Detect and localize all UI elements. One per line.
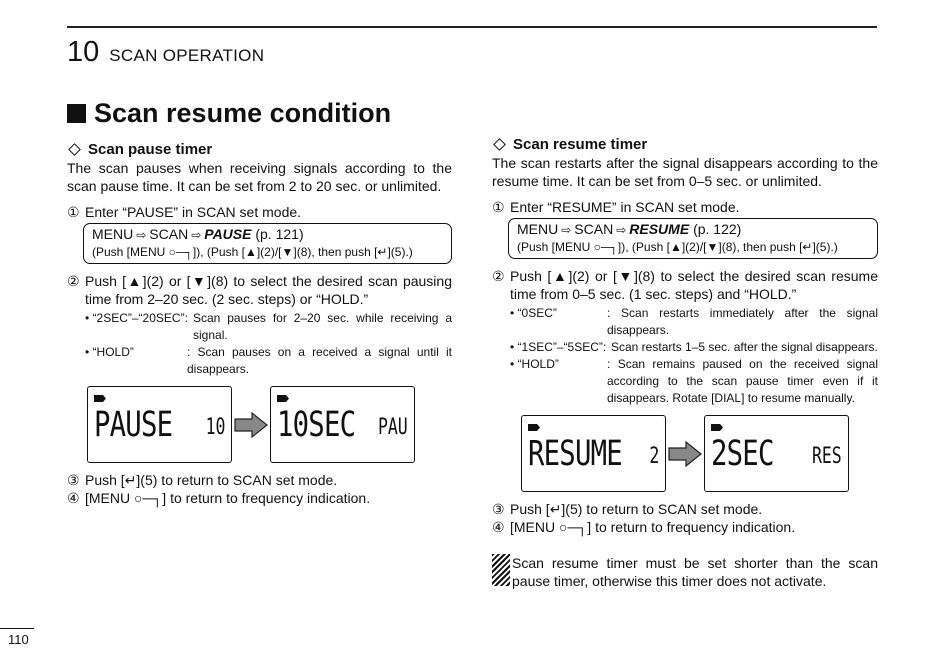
lcd-sub-text: 10 bbox=[205, 415, 225, 440]
left-heading bbox=[67, 141, 452, 158]
menu-path-item: RESUME bbox=[629, 221, 690, 237]
lcd-indicator-icon bbox=[94, 395, 106, 402]
arrow-right-icon: ⇨ bbox=[561, 223, 572, 237]
step-text: [MENU ○─┐] to return to frequency indication. bbox=[510, 519, 796, 535]
lcd-main-text: RESUME bbox=[528, 434, 622, 474]
header-rule bbox=[67, 26, 877, 28]
bullet-desc: : Scan restarts immediately after the signal disappears. bbox=[607, 306, 878, 337]
note-icon bbox=[492, 554, 510, 586]
note-text: Scan resume timer must be set shorter than the scan pause timer, otherwise this timer does not activate. bbox=[512, 555, 878, 589]
right-step-4 bbox=[492, 518, 878, 536]
step-number: ③ bbox=[492, 501, 505, 517]
right-column bbox=[492, 136, 878, 590]
lcd-display bbox=[521, 415, 666, 492]
step-number: ① bbox=[67, 204, 80, 220]
lcd-main-text: PAUSE bbox=[94, 405, 173, 445]
chapter-header bbox=[67, 36, 264, 69]
arrow-right-icon: ⇨ bbox=[136, 228, 147, 242]
bullet-key: • “HOLD” bbox=[85, 345, 134, 359]
step-number: ② bbox=[67, 273, 80, 289]
right-intro: The scan restarts after the signal disappears according to the resume time. It can be set from 0–5 sec. or unlimited. bbox=[492, 155, 878, 189]
arrow-right-icon bbox=[668, 441, 702, 467]
menu-page-ref: (p. 121) bbox=[255, 226, 304, 242]
left-heading-text: Scan pause timer bbox=[88, 141, 213, 158]
page-number: 110 bbox=[8, 632, 29, 647]
diamond-icon bbox=[493, 138, 506, 151]
list-item bbox=[85, 344, 452, 378]
step-number: ② bbox=[492, 268, 505, 284]
list-item bbox=[510, 305, 878, 339]
left-lcd-row bbox=[87, 386, 452, 463]
arrow-right-icon bbox=[234, 412, 268, 438]
step-text: Enter “RESUME” in SCAN set mode. bbox=[510, 199, 740, 215]
left-step-2 bbox=[67, 272, 452, 308]
right-heading-text: Scan resume timer bbox=[513, 136, 648, 153]
bullet-desc: : Scan pauses on a received a signal until it disappears. bbox=[187, 345, 452, 376]
chapter-title: SCAN OPERATION bbox=[109, 46, 265, 65]
bullet-key: • “2SEC”–“20SEC”: bbox=[85, 311, 188, 325]
step-text: [MENU ○─┐] to return to frequency indication. bbox=[85, 490, 371, 506]
chapter-number: 10 bbox=[67, 36, 100, 68]
left-intro: The scan pauses when receiving signals according to the scan pause time. It can be set from 2 to 20 sec. or unlimited. bbox=[67, 160, 452, 194]
step-text: Enter “PAUSE” in SCAN set mode. bbox=[85, 204, 302, 220]
list-item bbox=[510, 356, 878, 407]
left-step-3 bbox=[67, 471, 452, 489]
step-text: Push [↵](5) to return to SCAN set mode. bbox=[85, 472, 338, 488]
arrow-right-icon: ⇨ bbox=[616, 223, 627, 237]
menu-path-root: MENU bbox=[92, 226, 134, 242]
step-number: ④ bbox=[492, 519, 505, 535]
right-heading bbox=[492, 136, 878, 153]
bullet-key: • “0SEC” bbox=[510, 306, 557, 320]
lcd-main-text: 10SEC bbox=[277, 405, 356, 445]
lcd-sub-text: RES bbox=[812, 444, 842, 469]
note bbox=[492, 554, 878, 590]
step-text: Push [▲](2) or [▼](8) to select the desired scan pausing time from 2–20 sec. (2 sec. steps) or “HOLD.” bbox=[85, 273, 452, 307]
menu-path bbox=[517, 221, 869, 239]
menu-path-scan: SCAN bbox=[149, 226, 189, 242]
lcd-indicator-icon bbox=[277, 395, 289, 402]
lcd-display bbox=[704, 415, 849, 492]
bullet-desc: Scan pauses for 2–20 sec. while receiving a signal. bbox=[193, 311, 452, 342]
menu-instructions: (Push [MENU ○─┐]), (Push [▲](2)/[▼](8), then push [↵](5).) bbox=[517, 240, 838, 254]
list-item bbox=[510, 339, 878, 356]
left-step-1 bbox=[67, 203, 452, 221]
step-text: Push [▲](2) or [▼](8) to select the desired scan resume time from 0–5 sec. (1 sec. steps) and “HOLD.” bbox=[510, 268, 878, 302]
left-column bbox=[67, 141, 452, 507]
lcd-sub-text: PAU bbox=[378, 415, 408, 440]
footer-rule bbox=[0, 628, 34, 629]
square-bullet-icon bbox=[67, 104, 86, 123]
menu-page-ref: (p. 122) bbox=[693, 221, 742, 237]
right-step-2 bbox=[492, 267, 878, 303]
menu-path-scan: SCAN bbox=[574, 221, 614, 237]
right-bullets bbox=[510, 305, 878, 407]
menu-path-root: MENU bbox=[517, 221, 559, 237]
step-text: Push [↵](5) to return to SCAN set mode. bbox=[510, 501, 763, 517]
step-number: ④ bbox=[67, 490, 80, 506]
bullet-desc: Scan restarts 1–5 sec. after the signal disappears. bbox=[611, 340, 878, 354]
left-step-4 bbox=[67, 489, 452, 507]
lcd-display bbox=[87, 386, 232, 463]
right-menu-box bbox=[508, 218, 878, 259]
bullet-key: • “HOLD” bbox=[510, 357, 559, 371]
lcd-sub-text: 2 bbox=[649, 444, 659, 469]
bullet-key: • “1SEC”–“5SEC”: bbox=[510, 340, 607, 354]
right-step-1 bbox=[492, 198, 878, 216]
menu-instructions: (Push [MENU ○─┐]), (Push [▲](2)/[▼](8), then push [↵](5).) bbox=[92, 245, 413, 259]
section-title-text: Scan resume condition bbox=[94, 98, 392, 128]
right-step-3 bbox=[492, 500, 878, 518]
section-title bbox=[67, 98, 391, 129]
lcd-indicator-icon bbox=[711, 424, 723, 431]
bullet-desc: : Scan remains paused on the received signal according to the scan pause timer even if it disappears. Rotate [DIAL] to resume manually. bbox=[607, 357, 878, 405]
arrow-right-icon: ⇨ bbox=[191, 228, 202, 242]
left-bullets bbox=[85, 310, 452, 378]
lcd-display bbox=[270, 386, 415, 463]
left-menu-box bbox=[83, 223, 452, 264]
step-number: ① bbox=[492, 199, 505, 215]
step-number: ③ bbox=[67, 472, 80, 488]
menu-path-item: PAUSE bbox=[204, 226, 252, 242]
list-item bbox=[85, 310, 452, 344]
lcd-main-text: 2SEC bbox=[711, 434, 774, 474]
lcd-indicator-icon bbox=[528, 424, 540, 431]
diamond-icon bbox=[68, 143, 81, 156]
right-lcd-row bbox=[521, 415, 878, 492]
menu-path bbox=[92, 226, 443, 244]
